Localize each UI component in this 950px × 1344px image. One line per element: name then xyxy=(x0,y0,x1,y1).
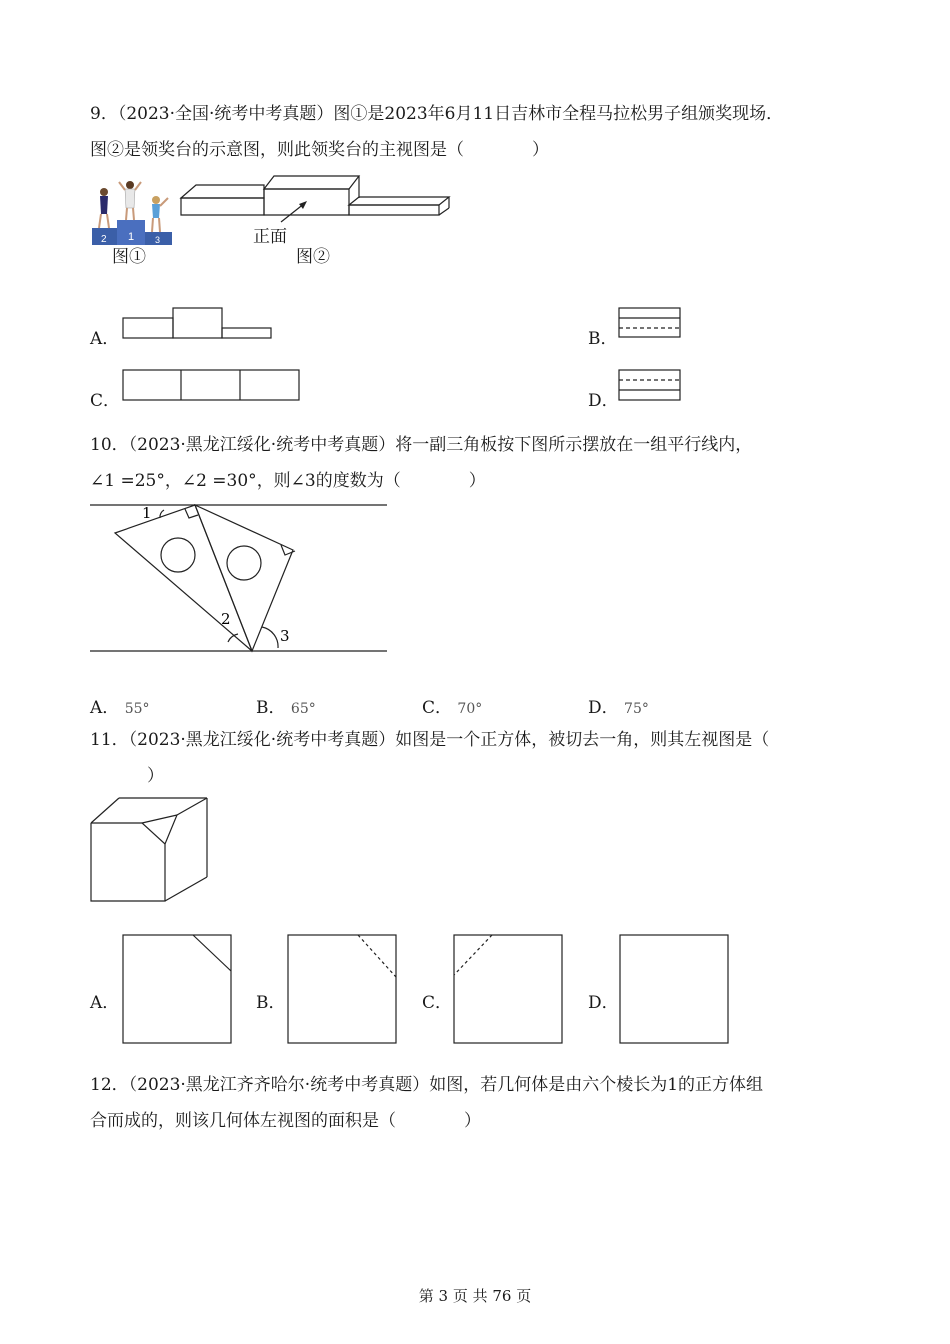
q10-option-c-value: 70° xyxy=(457,701,483,717)
q9-option-a[interactable]: A． xyxy=(90,329,120,349)
q9-option-d-figure xyxy=(618,369,682,402)
podium-number-2: 2 xyxy=(101,234,107,245)
angle-label-2: 2 xyxy=(221,610,231,628)
q10-question-tail: ，则∠3的度数为（ ） xyxy=(256,471,486,491)
q10-option-a-letter: A． xyxy=(90,698,120,718)
q10-option-b[interactable] xyxy=(256,693,316,718)
podium-number-1: 1 xyxy=(128,231,135,243)
podium-number-3: 3 xyxy=(155,235,161,245)
angle-label-3: 3 xyxy=(280,627,290,645)
q10-option-d[interactable] xyxy=(588,693,649,718)
q10-given-angle-1: ∠1 =25° xyxy=(90,471,165,491)
q11-line-2: ） xyxy=(147,766,164,786)
q12-line-1: 12．（2023·黑龙江齐齐哈尔·统考中考真题）如图，若几何体是由六个棱长为1的正方体组 xyxy=(90,1075,764,1095)
q10-comma: ， xyxy=(164,471,182,491)
q9-option-b-figure xyxy=(618,307,682,339)
q11-option-d-figure xyxy=(619,934,731,1046)
q10-option-c[interactable] xyxy=(422,693,482,718)
q9-figure-2-podium-diagram xyxy=(178,172,458,242)
q10-given-angle-2: ∠2 =30° xyxy=(181,471,257,491)
q11-option-b[interactable]: B． xyxy=(256,993,286,1013)
q9-figure-1-label: 图① xyxy=(112,247,146,267)
q11-option-c-figure xyxy=(453,934,565,1046)
q12-line-2: 合而成的，则该几何体左视图的面积是（ ） xyxy=(90,1111,481,1131)
q9-option-c-figure xyxy=(122,369,302,402)
q11-option-c[interactable]: C． xyxy=(422,993,453,1013)
q9-figure-1-photo xyxy=(92,180,172,245)
q10-option-d-value: 75° xyxy=(624,701,649,717)
q9-option-a-figure xyxy=(122,307,274,341)
q11-line-1: 11．（2023·黑龙江绥化·统考中考真题）如图是一个正方体，被切去一角，则其左视图是（ xyxy=(90,730,770,750)
q11-option-d[interactable]: D． xyxy=(588,993,619,1013)
front-arrow-head xyxy=(299,201,307,209)
q10-option-d-letter: D． xyxy=(588,698,619,718)
q11-option-a-figure xyxy=(122,934,234,1046)
q9-option-b[interactable]: B． xyxy=(588,329,618,349)
q11-cut-cube-figure xyxy=(90,797,212,905)
q10-triangle-boards-figure xyxy=(90,500,390,660)
q10-option-b-letter: B． xyxy=(256,698,286,718)
angle-label-1: 1 xyxy=(142,504,152,522)
q10-option-c-letter: C． xyxy=(422,698,453,718)
q9-line-2: 图②是领奖台的示意图，则此领奖台的主视图是（ ） xyxy=(90,140,549,160)
q9-option-c[interactable]: C． xyxy=(90,391,121,411)
q10-line-1: 10．（2023·黑龙江绥化·统考中考真题）将一副三角板按下图所示摆放在一组平行线内， xyxy=(90,435,753,455)
q11-option-a[interactable]: A． xyxy=(90,993,120,1013)
q9-option-d[interactable]: D． xyxy=(588,391,619,411)
q10-line-2 xyxy=(90,470,486,492)
q10-option-a[interactable] xyxy=(90,693,150,718)
q9-line-1: 9．（2023·全国·统考中考真题）图①是2023年6月11日吉林市全程马拉松男子组颁奖现场． xyxy=(90,104,784,124)
q11-option-b-figure xyxy=(287,934,399,1046)
q9-front-label: 正面 xyxy=(253,227,287,247)
page-footer: 第 3 页 共 76 页 xyxy=(418,1287,532,1305)
q10-option-b-value: 65° xyxy=(290,701,316,717)
q10-option-a-value: 55° xyxy=(124,701,150,717)
q9-figure-2-label: 图② xyxy=(296,247,330,267)
